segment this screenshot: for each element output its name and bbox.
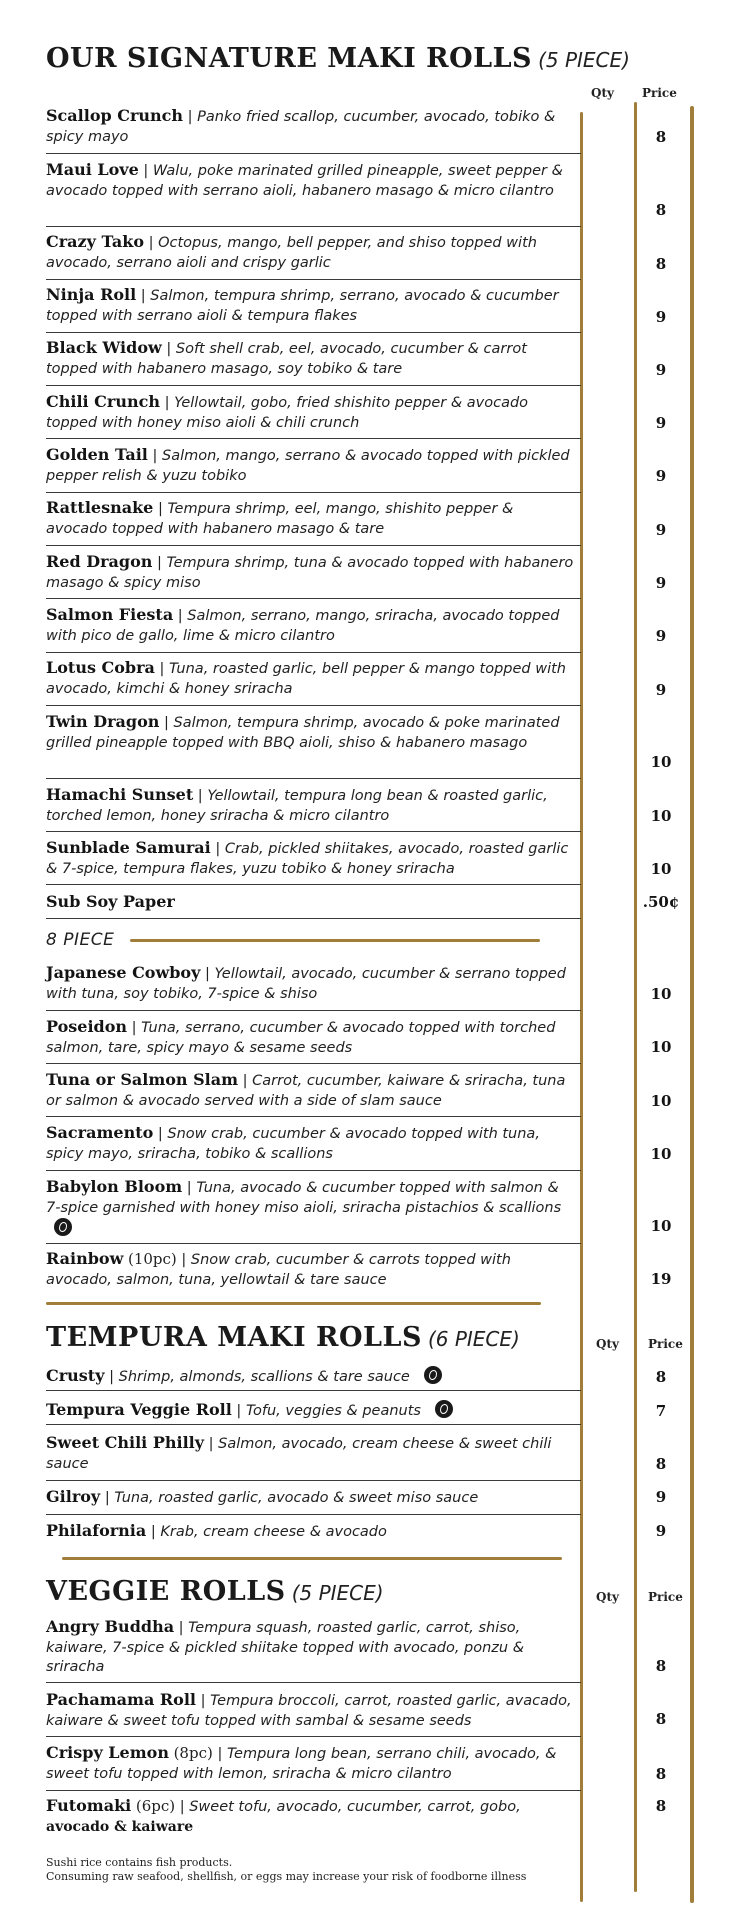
item-name: Crispy Lemon <box>46 1743 169 1762</box>
qty-header: Qty <box>591 86 614 100</box>
brush-divider <box>130 939 540 942</box>
menu-item-crusty: Crusty | Shrimp, almonds, scallions & tare sauce <box>46 1366 581 1390</box>
item-description: Tempura squash, roasted garlic, carrot, shiso, kaiware, 7-spice & pickled shiitake topped with avocado, ponzu & sriracha <box>46 1620 525 1675</box>
menu-item-philafornia: Philafornia | Krab, cream cheese & avocado <box>46 1521 387 1540</box>
item-price: 9 <box>655 308 667 326</box>
item-name: Sweet Chili Philly <box>46 1433 205 1452</box>
item-price: 10 <box>650 1217 672 1235</box>
item-description: Octopus, mango, bell pepper, and shiso topped with avocado, serrano aioli and crispy garlic <box>46 235 537 271</box>
item-pieces: (8pc) <box>173 1744 213 1762</box>
item-description: Tuna, roasted garlic, avocado & sweet miso sauce <box>114 1490 479 1506</box>
item-name: Crazy Tako <box>46 232 144 251</box>
item-description: Yellowtail, avocado, cucumber & serrano topped with tuna, soy tobiko, 7-spice & shiso <box>46 966 566 1002</box>
item-description: Salmon, serrano, mango, sriracha, avocado topped with pico de gallo, lime & micro cilantro <box>46 608 560 644</box>
menu-item-tempura-veggie-roll: Tempura Veggie Roll | Tofu, veggies & peanuts <box>46 1400 581 1424</box>
item-price: 8 <box>655 255 667 273</box>
menu-item-salmon-fiesta: Salmon Fiesta | Salmon, serrano, mango, sriracha, avocado topped with pico de gallo, lime & micro cilantro <box>46 605 581 652</box>
item-price: 10 <box>650 1092 672 1110</box>
item-price: 8 <box>655 1765 667 1783</box>
item-price: 8 <box>655 128 667 146</box>
menu-item-maui-love: Maui Love | Walu, poke marinated grilled pineapple, sweet pepper & avocado topped with serrano aioli, habanero masago & micro cilantro <box>46 160 581 226</box>
item-name: Lotus Cobra <box>46 658 155 677</box>
item-name: Sacramento <box>46 1123 154 1142</box>
tempura-section-title <box>46 1322 520 1353</box>
qty-header: Qty <box>596 1590 619 1604</box>
menu-item-chili-crunch: Chili Crunch | Yellowtail, gobo, fried shishito pepper & avocado topped with honey miso aioli & chili crunch <box>46 392 581 438</box>
item-name: Pachamama Roll <box>46 1690 196 1709</box>
menu-item-scallop-crunch: Scallop Crunch | Panko fried scallop, cucumber, avocado, tobiko & spicy mayo <box>46 106 581 153</box>
menu-item-golden-tail: Golden Tail | Salmon, mango, serrano & avocado topped with pickled pepper relish & yuzu tobiko <box>46 445 581 492</box>
item-pieces: (10pc) <box>127 1250 177 1268</box>
item-name: Sub Soy Paper <box>46 892 175 911</box>
item-name: Golden Tail <box>46 445 148 464</box>
item-price: 9 <box>655 681 667 699</box>
item-description: Panko fried scallop, cucumber, avocado, tobiko & spicy mayo <box>46 109 556 145</box>
veggie-title-text: VEGGIE ROLLS <box>46 1576 286 1607</box>
tempura-title-text: TEMPURA MAKI ROLLS <box>46 1322 422 1353</box>
item-name: Twin Dragon <box>46 712 160 731</box>
item-price: 10 <box>650 807 672 825</box>
item-price: 9 <box>655 1488 667 1506</box>
item-price: .50¢ <box>642 893 680 911</box>
item-pieces: (6pc) <box>135 1797 176 1815</box>
menu-item-black-widow: Black Widow | Soft shell crab, eel, avocado, cucumber & carrot topped with habanero masago, soy tobiko & tare <box>46 338 581 385</box>
item-price: 10 <box>650 1038 672 1056</box>
signature-qualifier: (5 PIECE) <box>538 48 630 72</box>
item-description: Sweet tofu, avocado, cucumber, carrot, gobo, <box>189 1799 521 1815</box>
menu-item-sacramento: Sacramento | Snow crab, cucumber & avocado topped with tuna, spicy mayo, sriracha, tobiko & scallions <box>46 1123 581 1170</box>
menu-item-babylon-bloom: Babylon Bloom | Tuna, avocado & cucumber topped with salmon & 7-spice garnished with honey miso aioli, sriracha pistachios & scallions <box>46 1177 581 1243</box>
item-name: Scallop Crunch <box>46 106 184 125</box>
item-description: Crab, pickled shiitakes, avocado, roasted garlic & 7-spice, tempura flakes, yuzu tobiko & honey sriracha <box>46 841 569 877</box>
item-description: Salmon, tempura shrimp, serrano, avocado & cucumber topped with serrano aioli & tempura flakes <box>46 288 559 324</box>
item-description-extra: avocado & kaiware <box>46 1818 194 1835</box>
vegetarian-icon <box>435 1400 453 1418</box>
menu-item-poseidon: Poseidon | Tuna, serrano, cucumber & avocado topped with torched salmon, tare, spicy mayo & sesame seeds <box>46 1017 581 1063</box>
item-name: Sunblade Samurai <box>46 838 211 857</box>
item-price: 9 <box>655 521 667 539</box>
menu-item-sweet-chili-philly: Sweet Chili Philly | Salmon, avocado, cream cheese & sweet chili sauce <box>46 1433 581 1480</box>
item-name: Tuna or Salmon Slam <box>46 1070 239 1089</box>
item-name: Ninja Roll <box>46 285 137 304</box>
item-description: Salmon, avocado, cream cheese & sweet chili sauce <box>46 1436 552 1472</box>
item-description: Tempura long bean, serrano chili, avocado, & sweet tofu topped with lemon, sriracha & micro cilantro <box>46 1746 557 1782</box>
item-name: Gilroy <box>46 1487 101 1506</box>
price-header: Price <box>648 1590 683 1604</box>
menu-item-rainbow: Rainbow (10pc) | Snow crab, cucumber & carrots topped with avocado, salmon, tuna, yellowtail & tare sauce <box>46 1249 511 1288</box>
item-price: 19 <box>650 1270 672 1288</box>
item-name: Salmon Fiesta <box>46 605 174 624</box>
item-name: Tempura Veggie Roll <box>46 1400 232 1419</box>
vegetarian-icon <box>424 1366 442 1384</box>
item-price: 10 <box>650 985 672 1003</box>
item-description: Snow crab, cucumber & avocado topped with tuna, spicy mayo, sriracha, tobiko & scallions <box>46 1126 540 1162</box>
item-name: Angry Buddha <box>46 1617 175 1636</box>
item-price: 9 <box>655 627 667 645</box>
item-name: Rattlesnake <box>46 498 154 517</box>
item-price: 10 <box>650 1145 672 1163</box>
item-name: Hamachi Sunset <box>46 785 194 804</box>
item-name: Babylon Bloom <box>46 1177 183 1196</box>
menu-item-hamachi-sunset: Hamachi Sunset | Yellowtail, tempura long bean & roasted garlic, torched lemon, honey sriracha & micro cilantro <box>46 785 581 831</box>
item-name: Philafornia <box>46 1521 147 1540</box>
qty-header: Qty <box>596 1337 619 1351</box>
item-price: 9 <box>655 467 667 485</box>
item-price: 10 <box>650 860 672 878</box>
item-description: Tempura shrimp, tuna & avocado topped with habanero masago & spicy miso <box>46 555 574 591</box>
veggie-section-title <box>46 1576 384 1607</box>
menu-item-ninja-roll: Ninja Roll | Salmon, tempura shrimp, serrano, avocado & cucumber topped with serrano aioli & tempura flakes <box>46 285 581 332</box>
item-name: Maui Love <box>46 160 139 179</box>
footer-line-2: Consuming raw seafood, shellfish, or eggs may increase your risk of foodborne illness <box>46 1870 527 1883</box>
footer-disclaimer <box>46 1856 526 1884</box>
price-column-right-border <box>690 106 694 1903</box>
eight-piece-label: 8 PIECE <box>46 930 115 950</box>
item-description: Snow crab, cucumber & carrots topped with avocado, salmon, tuna, yellowtail & tare sauce <box>46 1252 511 1288</box>
item-description: Krab, cream cheese & avocado <box>160 1524 387 1540</box>
menu-item-twin-dragon: Twin Dragon | Salmon, tempura shrimp, avocado & poke marinated grilled pineapple topped with BBQ aioli, shiso & habanero masago <box>46 712 581 778</box>
item-price: 8 <box>655 1368 667 1386</box>
item-description: Yellowtail, tempura long bean & roasted garlic, torched lemon, honey sriracha & micro cilantro <box>46 788 548 824</box>
item-description: Shrimp, almonds, scallions & tare sauce <box>118 1369 410 1385</box>
item-name: Rainbow <box>46 1249 124 1268</box>
item-price: 8 <box>655 1797 667 1815</box>
item-name: Chili Crunch <box>46 392 160 411</box>
signature-title-text: OUR SIGNATURE MAKI ROLLS <box>46 43 533 74</box>
item-description: Tuna, roasted garlic, bell pepper & mango topped with avocado, kimchi & honey sriracha <box>46 661 566 697</box>
item-description: Tofu, veggies & peanuts <box>245 1403 421 1419</box>
menu-item-crazy-tako: Crazy Tako | Octopus, mango, bell pepper, and shiso topped with avocado, serrano aioli and crispy garlic <box>46 232 581 279</box>
item-name: Red Dragon <box>46 552 153 571</box>
item-description: Tempura shrimp, eel, mango, shishito pepper & avocado topped with habanero masago & tare <box>46 501 514 537</box>
veggie-qualifier: (5 PIECE) <box>291 1581 384 1605</box>
qty-column-right-border <box>634 102 637 1892</box>
item-description: Tuna, avocado & cucumber topped with salmon & 7-spice garnished with honey miso aioli, sriracha pistachios & scallions <box>46 1180 562 1216</box>
item-description: Carrot, cucumber, kaiware & sriracha, tuna or salmon & avocado served with a side of slam sauce <box>46 1073 566 1109</box>
item-price: 9 <box>655 414 667 432</box>
item-price: 9 <box>655 361 667 379</box>
item-description: Salmon, tempura shrimp, avocado & poke marinated grilled pineapple topped with BBQ aioli, shiso & habanero masago <box>46 715 560 751</box>
item-price: 9 <box>655 574 667 592</box>
item-name: Crusty <box>46 1366 105 1385</box>
menu-item-gilroy: Gilroy | Tuna, roasted garlic, avocado & sweet miso sauce <box>46 1487 581 1514</box>
price-header: Price <box>642 86 677 100</box>
menu-item-sub-soy-paper <box>46 892 581 918</box>
item-description: Yellowtail, gobo, fried shishito pepper & avocado topped with honey miso aioli & chili crunch <box>46 395 529 431</box>
item-price: 8 <box>655 1710 667 1728</box>
item-description: Salmon, mango, serrano & avocado topped with pickled pepper relish & yuzu tobiko <box>46 448 570 484</box>
item-description: Soft shell crab, eel, avocado, cucumber & carrot topped with habanero masago, soy tobiko & tare <box>46 341 527 377</box>
item-price: 8 <box>655 1657 667 1675</box>
item-price: 7 <box>655 1402 667 1420</box>
menu-item-sunblade-samurai: Sunblade Samurai | Crab, pickled shiitakes, avocado, roasted garlic & 7-spice, tempura flakes, yuzu tobiko & honey sriracha <box>46 838 581 884</box>
menu-item-futomaki: Futomaki (6pc) | Sweet tofu, avocado, cucumber, carrot, gobo, avocado & kaiware <box>46 1796 521 1835</box>
footer-line-1: Sushi rice contains fish products. <box>46 1856 233 1869</box>
item-name: Futomaki <box>46 1796 132 1815</box>
item-price: 10 <box>650 753 672 771</box>
item-price: 8 <box>655 201 667 219</box>
menu-item-rattlesnake: Rattlesnake | Tempura shrimp, eel, mango, shishito pepper & avocado topped with habanero masago & tare <box>46 498 581 545</box>
menu-item-lotus-cobra: Lotus Cobra | Tuna, roasted garlic, bell pepper & mango topped with avocado, kimchi & honey sriracha <box>46 658 581 705</box>
tempura-qualifier: (6 PIECE) <box>427 1327 520 1351</box>
item-name: Japanese Cowboy <box>46 963 201 982</box>
menu-item-pachamama-roll: Pachamama Roll | Tempura broccoli, carrot, roasted garlic, avacado, kaiware & sweet tofu topped with sambal & sesame seeds <box>46 1690 581 1736</box>
menu-item-red-dragon: Red Dragon | Tempura shrimp, tuna & avocado topped with habanero masago & spicy miso <box>46 552 581 598</box>
signature-section-title <box>46 43 630 74</box>
item-name: Poseidon <box>46 1017 128 1036</box>
menu-item-tuna-salmon-slam: Tuna or Salmon Slam | Carrot, cucumber, kaiware & sriracha, tuna or salmon & avocado served with a side of slam sauce <box>46 1070 581 1116</box>
price-header: Price <box>648 1337 683 1351</box>
item-description: Walu, poke marinated grilled pineapple, sweet pepper & avocado topped with serrano aioli, habanero masago & micro cilantro <box>46 163 563 199</box>
menu-item-angry-buddha: Angry Buddha | Tempura squash, roasted garlic, carrot, shiso, kaiware, 7-spice & pickled shiitake topped with avocado, ponzu & sriracha <box>46 1617 581 1682</box>
vegetarian-icon <box>54 1218 72 1236</box>
item-name: Black Widow <box>46 338 162 357</box>
menu-item-japanese-cowboy: Japanese Cowboy | Yellowtail, avocado, cucumber & serrano topped with tuna, soy tobiko, 7-spice & shiso <box>46 963 581 1010</box>
brush-divider <box>46 1302 541 1305</box>
item-price: 9 <box>655 1522 667 1540</box>
brush-divider <box>62 1557 562 1560</box>
item-description: Tuna, serrano, cucumber & avocado topped with torched salmon, tare, spicy mayo & sesame seeds <box>46 1020 556 1056</box>
item-description: Tempura broccoli, carrot, roasted garlic, avacado, kaiware & sweet tofu topped with sambal & sesame seeds <box>46 1693 572 1729</box>
menu-item-crispy-lemon: Crispy Lemon (8pc) | Tempura long bean, serrano chili, avocado, & sweet tofu topped with lemon, sriracha & micro cilantro <box>46 1743 581 1790</box>
item-price: 8 <box>655 1455 667 1473</box>
